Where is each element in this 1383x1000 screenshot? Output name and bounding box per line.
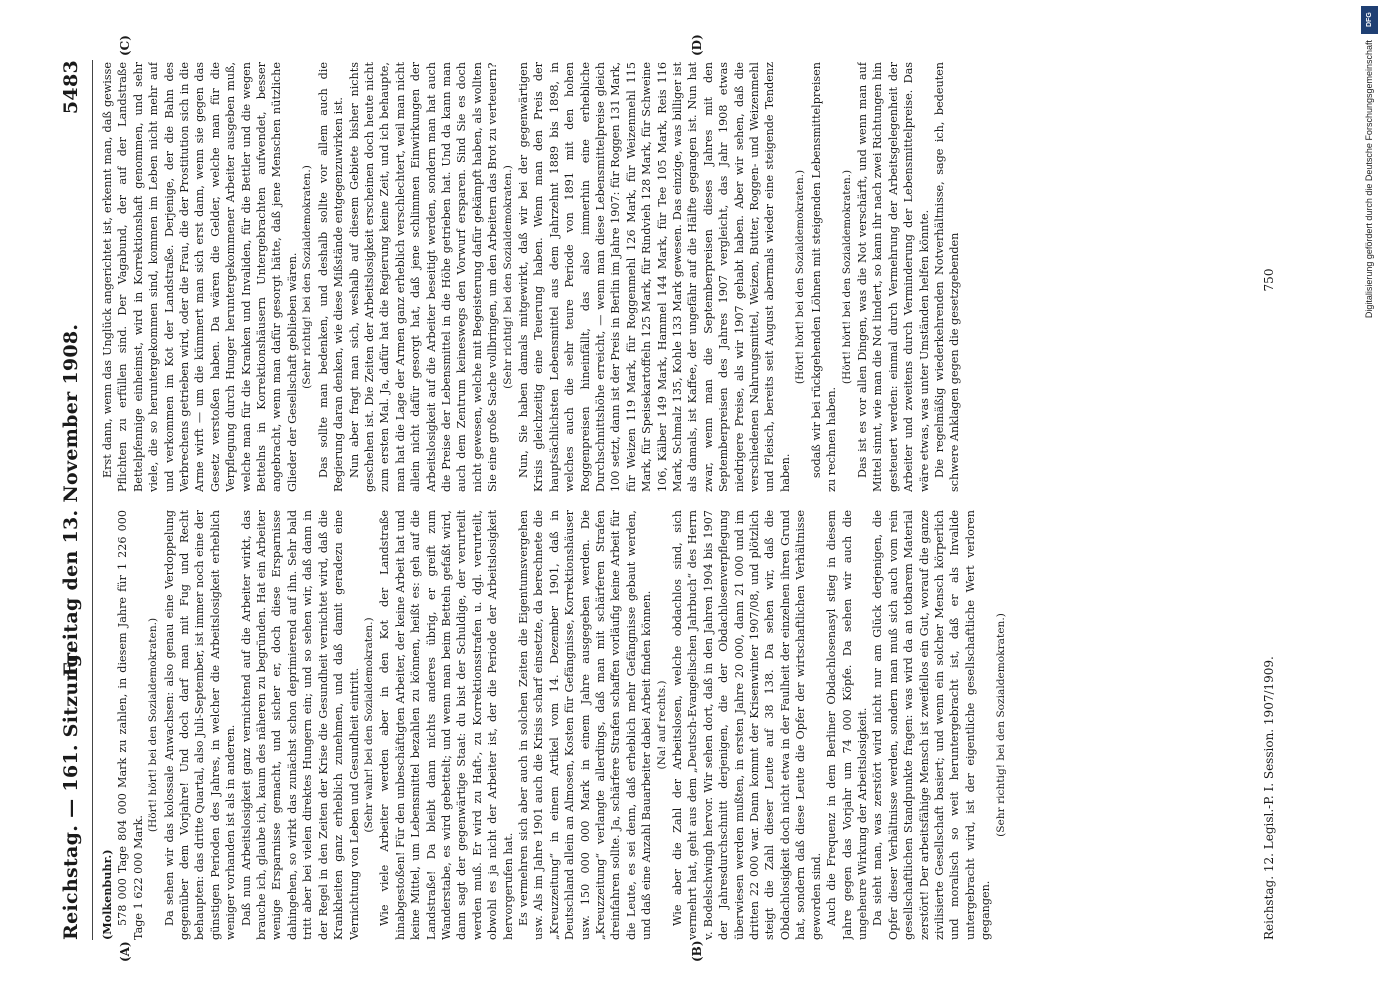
paragraph: Auch die Frequenz in dem Berliner Obdachlosenasyl stieg in diesem Jahre gegen das Vorjahr um 74 000 Köpfe. Da sehen wir auch die ungeheure Wirkung der Arbeitslosigkeit. <box>825 510 869 940</box>
paragraph: Die regelmäßig wiederkehrenden Notverhältnisse, sage ich, bedeuten schwere Anklagen gegen die gesetzgebenden <box>932 62 962 492</box>
paragraph: Das sollte man bedenken, und deshalb sollte vor allem auch die Regierung daran denken, wie diese Mißstände entgegenzuwirken ist. <box>316 62 346 492</box>
interjection: (Sehr wahr! bei den Sozialdemokraten.) <box>362 617 375 833</box>
interjection: (Hört! hört! bei den Sozialdemokraten.) <box>147 617 160 833</box>
footer-legislature: Reichstag. 12. Legisl.-P. I. Session. 1907/1909. <box>1262 656 1276 940</box>
paragraph: Wie aber die Zahl der Arbeitslosen, welche obdachlos sind, sich vermehrt hat, geht aus dem „Deutsch-Evangelischen Jahrbuch“ des Herrn v. Bodelschwingh hervor. Wir sehen dort, daß in den Jahren 1904 bis 1907 der Jahresdurchschnitt derjenigen, die der Obdachlosenverpflegung überwiesen werden mußten, in ersten Jahre 20 000, dann 21 000 und im dritten 22 000 war. Dann kommt der Krisenwinter 1907/08, und plötzlich steigt die Zahl dieser Leute auf 38 138. Da sehen wir, daß die Obdachlosigkeit doch nicht etwa in der Faulheit der einzelnen ihren Grund hat, sondern daß diese Leute die Opfer der wirtschaftlichen Verhältnisse geworden sind. <box>671 510 823 940</box>
paragraph: 578 000 Tage 804 000 Mark zu zahlen, in diesem Jahre für 1 226 000 Tage 1 622 000 Mark. <box>116 510 145 940</box>
speaker-name: (Molkenbuhr.) <box>100 849 114 940</box>
header-date: Freitag den 13. November 1908. <box>60 323 82 677</box>
margin-marker-b: (B) <box>690 940 704 962</box>
interjection: (Na! auf rechts.) <box>655 680 668 770</box>
page-number: 5483 <box>60 60 82 115</box>
paragraph: Wie viele Arbeiter werden aber in den Kot der Landstraße hinabgestoßen! Für den unbeschäftigten Arbeiter, der keine Arbeit hat und keine Mittel, um Lebensmittel bezahlen zu können, heißt es: geh auf die Landstraße! Da bleibt dann nichts anderes übrig, er greift zum Wanderstabe, es wird gebettelt; und wenn man beim Betteln gefaßt wird, dann sagt der gegenwärtige Staat: du bist der Schuldige, der verurteilt werden muß. Er wird zu Haft-, zu Korrektionsstrafen u. dgl. verurteilt, obwohl es ja nicht der Arbeiter ist, der die Periode der Arbeitslosigkeit hervorgerufen hat. <box>378 510 515 940</box>
text-column-right <box>100 62 1240 492</box>
dfg-credit-strip <box>1356 0 1383 1000</box>
margin-marker-c: (C) <box>118 35 132 56</box>
interjection: (Sehr richtig! bei den Sozialdemokraten.) <box>501 165 514 389</box>
paragraph: Da sehen wir das kolossale Anwachsen: also genau eine Verdoppelung gegenüber dem Vorjahre! Und doch darf man mit Fug und Recht behaupten: das dritte Quartal, also Juli-September, ist immer noch eine der günstigen Perioden des Jahres, in welcher die Arbeitslosigkeit erheblich weniger vorhanden ist als in anderen. <box>162 510 238 940</box>
dfg-logo-icon: DFG <box>1361 6 1378 34</box>
interjection: (Hört! hört! bei den Sozialdemokraten.) <box>794 169 807 385</box>
paragraph: Nun aber fragt man sich, weshalb auf diesem Gebiete bisher nichts geschehen ist. Die Zeiten der Arbeitslosigkeit erscheinen doch heute nicht zum ersten Mal. Ja, dafür hat die Regierung keine Zeit, und ich behaupte, man hat die Lage der Armen ganz erheblich verschlechtert, weil man nicht allein nicht dafür gesorgt hat, daß jene schlimmen Einwirkungen der Arbeitslosigkeit auf die Arbeiter beseitigt werden, sondern man hat auch die Preise der Lebensmittel in die Höhe getrieben hat. Und da kann man auch dem Zentrum keineswegs den Vorwurf ersparen. Sind Sie es doch nicht gewesen, welche mit Begeisterung dafür gekämpft haben, als wollten Sie eine große Sache vollbringen, um den Arbeitern das Brot zu verteuern? <box>347 62 500 492</box>
margin-marker-a: (A) <box>118 941 132 962</box>
header-rule <box>92 60 93 940</box>
dfg-credit-text: Digitalisierung gefördert durch die Deutsche Forschungsgemeinschaft <box>1364 40 1374 319</box>
paragraph: sodaß wir bei rückgehenden Löhnen mit steigenden Lebensmittelpreisen zu rechnen haben. <box>809 62 839 492</box>
page-header <box>60 60 86 940</box>
footer-signature: 750 <box>1262 268 1276 292</box>
paragraph: Daß nun Arbeitslosigkeit ganz vernichtend auf die Arbeiter wirkt, das brauche ich, glaube ich, kaum des näheren zu begründen. Hat ein Arbeiter wenige Ersparnisse gemacht, und sicher er, doch diese Ersparnisse dahingehen, so wirkt das zunächst schon deprimierend auf ihn. Sehr bald tritt aber bei vielen direktes Hungern ein; und so sehen wir, daß dann in der Regel in den Zeiten der Krise die Gesundheit vernichtet wird, daß die Krankheiten ganz erheblich zunehmen, und daß damit geradezu eine Vernichtung von Leben und Gesundheit eintritt. <box>239 510 361 940</box>
interjection: (Sehr richtig! bei den Sozialdemokraten.) <box>994 613 1007 837</box>
margin-marker-d: (D) <box>690 34 704 56</box>
interjection: (Hört! hört! bei den Sozialdemokraten.) <box>840 169 853 385</box>
paragraph: Es vermehren sich aber auch in solchen Zeiten die Eigentumsvergehen usw. Als im Jahre 1901 auch die Krisis scharf einsetzte, da berechnete die „Kreuzzeitung“ in einem Artikel vom 14. Dezember 1901, daß in Deutschland allein an Almosen, Kosten für Gefängnisse, Korrektionshäuser usw. 150 000 000 Mark in einem Jahre ausgegeben werden. Die „Kreuzzeitung“ verlangte allerdings, daß man mit schärferen Strafen dreinfahren sollte. Ja, schärfere Strafen schaffen vorläufig keine Arbeit für die Leute, es sei denn, daß erheblich mehr Gefängnisse gebaut werden, und daß eine Anzahl Bauarbeiter dabei Arbeit finden können. <box>516 510 654 940</box>
paragraph: Nun, Sie haben damals mitgewirkt, daß wir bei der gegenwärtigen Krisis gleichzeitig eine Teuerung haben. Wenn man den Preis der hauptsächlichsten Lebensmittel aus dem Jahrzehnt 1889 bis 1898, in welches auch die sehr teure Periode von 1891 mit den hohen Roggenpreisen hineinfällt, das also immerhin eine erhebliche Durchschnittshöhe erreicht, — wenn man diese Lebensmittelpreise gleich 100 setzt, dann ist der Preis in Berlin im Jahre 1907: für Roggen 131 Mark, für Weizen 119 Mark, für Roggenmehl 126 Mark, für Weizenmehl 115 Mark, für Speisekartoffeln 125 Mark, für Rindvieh 128 Mark, für Schweine 106, Kälber 149 Mark, Hammel 144 Mark, für Tee 105 Mark, Reis 116 Mark, Schmalz 135, Kohle 133 Mark gewesen. Das einzige, was billiger ist als damals, ist Kaffee, der ungefähr auf die Hälfte gegangen ist. Nun hat zwar, wenn man die Septemberpreisen dieses Jahres mit den Septemberpreisen des Jahres 1907 vergleicht, das Jahr 1908 etwas niedrigere Preise, als wir 1907 gehabt haben. Aber wir sehen, daß die verschiedenen Nahrungsmittel, Weizen, Butter, Roggen- und Weizenmehl und Fleisch, bereits seit August abermals wieder eine steigende Tendenz haben. <box>516 62 792 492</box>
paragraph: Da sieht man, was zerstört wird nicht nur am Glück derjenigen, die Opfer dieser Verhältnisse werden, sondern man muß sich auch vom rein gesellschaftlichen Standpunkte fragen: was wird da an totbarem Material zerstört! Der arbeitsfähige Mensch ist zweifellos ein Gut, worauf die ganze zivilisierte Gesellschaft basiert; und wenn ein solcher Mensch körperlich und moralisch so weit heruntergebracht ist, daß er als Invalide untergebracht wird, ist der eigentliche gesellschaftliche Wert verloren gegangen. <box>871 510 993 940</box>
header-session: Reichstag. — 161. Sitzung. <box>60 646 82 940</box>
text-column-left <box>100 510 1240 940</box>
paragraph: Erst dann, wenn das Unglück angerichtet ist, erkennt man, daß gewisse Pflichten zu erfüllen sind. Der Vagabund, der auf der Landstraße Bettelpfennige einheimst, wird in Korrektionshaft genommen, und sehr viele, die so heruntergekommen sind, kommen im Leben nicht mehr auf und verkommen im Kot der Landstraße. Derjenige, der die Bahn des Verbrechens getrieben wird, oder die Frau, die der Prostitution sich in die Arme wirft — um die kümmert man sich erst dann, wenn sie gegen das Gesetz verstoßen haben. Da wären die Gelder, welche man für die Verpflegung durch Hunger heruntergekommener Arbeiter ausgeben muß, welche man für die Kranken und Invaliden, für die Bettler und die wegen Bettelns in Korrektionshäusern Untergebrachten aufwendet, besser angebracht, wenn man dafür gesorgt hätte, daß jene Menschen nützliche Glieder der Gesellschaft geblieben wären. <box>101 62 299 492</box>
paragraph: Das ist es vor allen Dingen, was die Not verschärft, und wenn man auf Mittel sinnt, wie man die Not lindert, so kann ihr nach zwei Richtungen hin gesteuert werden: einmal durch Vermehrung der Arbeitsgelegenheit der Arbeiter und zweitens durch Verminderung der Lebensmittelpreise. Das wäre etwas, was unter Umständen helfen könnte. <box>855 62 931 492</box>
interjection: (Sehr richtig! bei den Sozialdemokraten.) <box>301 165 314 389</box>
